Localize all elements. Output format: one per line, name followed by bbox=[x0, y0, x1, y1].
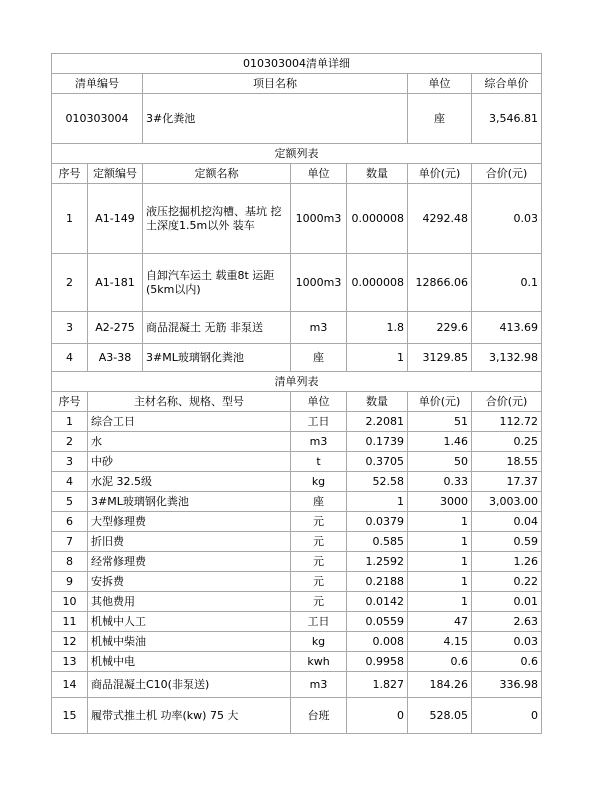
quota-qty: 0.000008 bbox=[347, 184, 408, 254]
material-qty: 0.3705 bbox=[347, 452, 408, 472]
material-row bbox=[52, 452, 542, 472]
material-no: 12 bbox=[52, 632, 88, 652]
material-qty: 0.0559 bbox=[347, 612, 408, 632]
material-name: 机械中电 bbox=[88, 652, 291, 672]
material-unit: 工日 bbox=[291, 612, 347, 632]
material-row bbox=[52, 632, 542, 652]
material-row bbox=[52, 652, 542, 672]
material-unit: 台班 bbox=[291, 698, 347, 734]
name-header: 项目名称 bbox=[143, 74, 408, 94]
material-qty: 0.9958 bbox=[347, 652, 408, 672]
quota-no: 1 bbox=[52, 184, 88, 254]
material-unit: kg bbox=[291, 632, 347, 652]
material-qty: 1.827 bbox=[347, 672, 408, 698]
material-price: 1 bbox=[408, 572, 472, 592]
material-name: 履带式推土机 功率(kw) 75 大 bbox=[88, 698, 291, 734]
material-row bbox=[52, 552, 542, 572]
quota-total: 3,132.98 bbox=[472, 344, 542, 372]
material-total: 0.22 bbox=[472, 572, 542, 592]
material-unit: t bbox=[291, 452, 347, 472]
material-qty: 0.2188 bbox=[347, 572, 408, 592]
material-row bbox=[52, 612, 542, 632]
material-row bbox=[52, 572, 542, 592]
material-qty: 0.0379 bbox=[347, 512, 408, 532]
material-no: 13 bbox=[52, 652, 88, 672]
material-total: 0.01 bbox=[472, 592, 542, 612]
material-row bbox=[52, 672, 542, 698]
material-name: 水泥 32.5级 bbox=[88, 472, 291, 492]
quota-col-code: 定额编号 bbox=[88, 164, 143, 184]
quota-price: 4292.48 bbox=[408, 184, 472, 254]
material-name: 经常修理费 bbox=[88, 552, 291, 572]
material-price: 3000 bbox=[408, 492, 472, 512]
materials-section-title: 清单列表 bbox=[52, 372, 542, 392]
item-code: 010303004 bbox=[52, 94, 143, 144]
material-qty: 0.1739 bbox=[347, 432, 408, 452]
material-no: 11 bbox=[52, 612, 88, 632]
quota-name: 商品混凝土 无筋 非泵送 bbox=[143, 312, 291, 344]
quota-row bbox=[52, 344, 542, 372]
material-unit: 座 bbox=[291, 492, 347, 512]
quota-total: 0.1 bbox=[472, 254, 542, 312]
materials-col-qty: 数量 bbox=[347, 392, 408, 412]
quota-col-total: 合价(元) bbox=[472, 164, 542, 184]
material-name: 机械中人工 bbox=[88, 612, 291, 632]
material-no: 5 bbox=[52, 492, 88, 512]
quota-no: 4 bbox=[52, 344, 88, 372]
material-total: 3,003.00 bbox=[472, 492, 542, 512]
material-unit: 元 bbox=[291, 572, 347, 592]
item-price: 3,546.81 bbox=[472, 94, 542, 144]
material-price: 1 bbox=[408, 592, 472, 612]
material-name: 其他费用 bbox=[88, 592, 291, 612]
material-name: 安拆费 bbox=[88, 572, 291, 592]
material-row bbox=[52, 492, 542, 512]
quota-name: 3#ML玻璃钢化粪池 bbox=[143, 344, 291, 372]
quota-row bbox=[52, 312, 542, 344]
material-qty: 2.2081 bbox=[347, 412, 408, 432]
quota-total: 0.03 bbox=[472, 184, 542, 254]
quota-col-unit: 单位 bbox=[291, 164, 347, 184]
material-no: 2 bbox=[52, 432, 88, 452]
material-no: 1 bbox=[52, 412, 88, 432]
material-total: 17.37 bbox=[472, 472, 542, 492]
quota-code: A1-149 bbox=[88, 184, 143, 254]
material-no: 4 bbox=[52, 472, 88, 492]
material-price: 1.46 bbox=[408, 432, 472, 452]
material-name: 水 bbox=[88, 432, 291, 452]
material-total: 1.26 bbox=[472, 552, 542, 572]
material-price: 528.05 bbox=[408, 698, 472, 734]
material-total: 336.98 bbox=[472, 672, 542, 698]
material-name: 折旧费 bbox=[88, 532, 291, 552]
material-row bbox=[52, 472, 542, 492]
quota-col-no: 序号 bbox=[52, 164, 88, 184]
quota-code: A2-275 bbox=[88, 312, 143, 344]
material-no: 15 bbox=[52, 698, 88, 734]
quota-unit: 1000m3 bbox=[291, 184, 347, 254]
sheet-title: 010303004清单详细 bbox=[52, 54, 542, 74]
materials-col-total: 合价(元) bbox=[472, 392, 542, 412]
material-unit: kg bbox=[291, 472, 347, 492]
quota-col-qty: 数量 bbox=[347, 164, 408, 184]
quota-price: 12866.06 bbox=[408, 254, 472, 312]
material-price: 50 bbox=[408, 452, 472, 472]
material-total: 0 bbox=[472, 698, 542, 734]
quota-unit: 1000m3 bbox=[291, 254, 347, 312]
material-name: 中砂 bbox=[88, 452, 291, 472]
materials-col-unit: 单位 bbox=[291, 392, 347, 412]
material-unit: 元 bbox=[291, 552, 347, 572]
quota-unit: 座 bbox=[291, 344, 347, 372]
quota-qty: 1.8 bbox=[347, 312, 408, 344]
detail-table bbox=[51, 53, 542, 734]
material-price: 1 bbox=[408, 512, 472, 532]
quota-row bbox=[52, 184, 542, 254]
material-row bbox=[52, 592, 542, 612]
material-no: 14 bbox=[52, 672, 88, 698]
material-no: 7 bbox=[52, 532, 88, 552]
material-qty: 0 bbox=[347, 698, 408, 734]
material-row bbox=[52, 698, 542, 734]
material-row bbox=[52, 432, 542, 452]
material-price: 0.33 bbox=[408, 472, 472, 492]
material-unit: m3 bbox=[291, 672, 347, 698]
quota-row bbox=[52, 254, 542, 312]
material-name: 商品混凝土C10(非泵送) bbox=[88, 672, 291, 698]
material-total: 0.6 bbox=[472, 652, 542, 672]
quota-qty: 0.000008 bbox=[347, 254, 408, 312]
material-total: 0.59 bbox=[472, 532, 542, 552]
materials-col-price: 单价(元) bbox=[408, 392, 472, 412]
quota-price: 229.6 bbox=[408, 312, 472, 344]
quota-name: 自卸汽车运土 载重8t 运距(5km以内) bbox=[143, 254, 291, 312]
material-row bbox=[52, 512, 542, 532]
material-price: 47 bbox=[408, 612, 472, 632]
material-price: 1 bbox=[408, 552, 472, 572]
material-qty: 0.0142 bbox=[347, 592, 408, 612]
quota-code: A1-181 bbox=[88, 254, 143, 312]
materials-col-no: 序号 bbox=[52, 392, 88, 412]
material-name: 3#ML玻璃钢化粪池 bbox=[88, 492, 291, 512]
material-qty: 52.58 bbox=[347, 472, 408, 492]
material-unit: m3 bbox=[291, 432, 347, 452]
material-name: 机械中柴油 bbox=[88, 632, 291, 652]
quota-total: 413.69 bbox=[472, 312, 542, 344]
material-qty: 1.2592 bbox=[347, 552, 408, 572]
materials-col-name: 主材名称、规格、型号 bbox=[88, 392, 291, 412]
quota-code: A3-38 bbox=[88, 344, 143, 372]
material-total: 0.04 bbox=[472, 512, 542, 532]
material-total: 112.72 bbox=[472, 412, 542, 432]
quota-unit: m3 bbox=[291, 312, 347, 344]
material-unit: 工日 bbox=[291, 412, 347, 432]
code-header: 清单编号 bbox=[52, 74, 143, 94]
material-price: 0.6 bbox=[408, 652, 472, 672]
material-no: 9 bbox=[52, 572, 88, 592]
material-price: 1 bbox=[408, 532, 472, 552]
quota-qty: 1 bbox=[347, 344, 408, 372]
material-no: 8 bbox=[52, 552, 88, 572]
item-name: 3#化粪池 bbox=[143, 94, 408, 144]
material-no: 10 bbox=[52, 592, 88, 612]
quota-name: 液压挖掘机挖沟槽、基坑 挖土深度1.5m以外 装车 bbox=[143, 184, 291, 254]
material-total: 0.25 bbox=[472, 432, 542, 452]
quota-col-name: 定额名称 bbox=[143, 164, 291, 184]
material-row bbox=[52, 532, 542, 552]
quota-price: 3129.85 bbox=[408, 344, 472, 372]
material-price: 51 bbox=[408, 412, 472, 432]
item-unit: 座 bbox=[408, 94, 472, 144]
material-total: 2.63 bbox=[472, 612, 542, 632]
material-unit: 元 bbox=[291, 592, 347, 612]
quota-section-title: 定额列表 bbox=[52, 144, 542, 164]
material-total: 0.03 bbox=[472, 632, 542, 652]
unit-header: 单位 bbox=[408, 74, 472, 94]
quota-no: 3 bbox=[52, 312, 88, 344]
material-name: 综合工日 bbox=[88, 412, 291, 432]
material-price: 4.15 bbox=[408, 632, 472, 652]
materials-body bbox=[52, 412, 542, 734]
material-total: 18.55 bbox=[472, 452, 542, 472]
material-name: 大型修理费 bbox=[88, 512, 291, 532]
material-row bbox=[52, 412, 542, 432]
material-qty: 0.008 bbox=[347, 632, 408, 652]
quota-no: 2 bbox=[52, 254, 88, 312]
material-qty: 1 bbox=[347, 492, 408, 512]
price-header: 综合单价 bbox=[472, 74, 542, 94]
material-unit: 元 bbox=[291, 532, 347, 552]
material-qty: 0.585 bbox=[347, 532, 408, 552]
material-no: 3 bbox=[52, 452, 88, 472]
material-unit: 元 bbox=[291, 512, 347, 532]
material-unit: kwh bbox=[291, 652, 347, 672]
quota-col-price: 单价(元) bbox=[408, 164, 472, 184]
material-price: 184.26 bbox=[408, 672, 472, 698]
material-no: 6 bbox=[52, 512, 88, 532]
